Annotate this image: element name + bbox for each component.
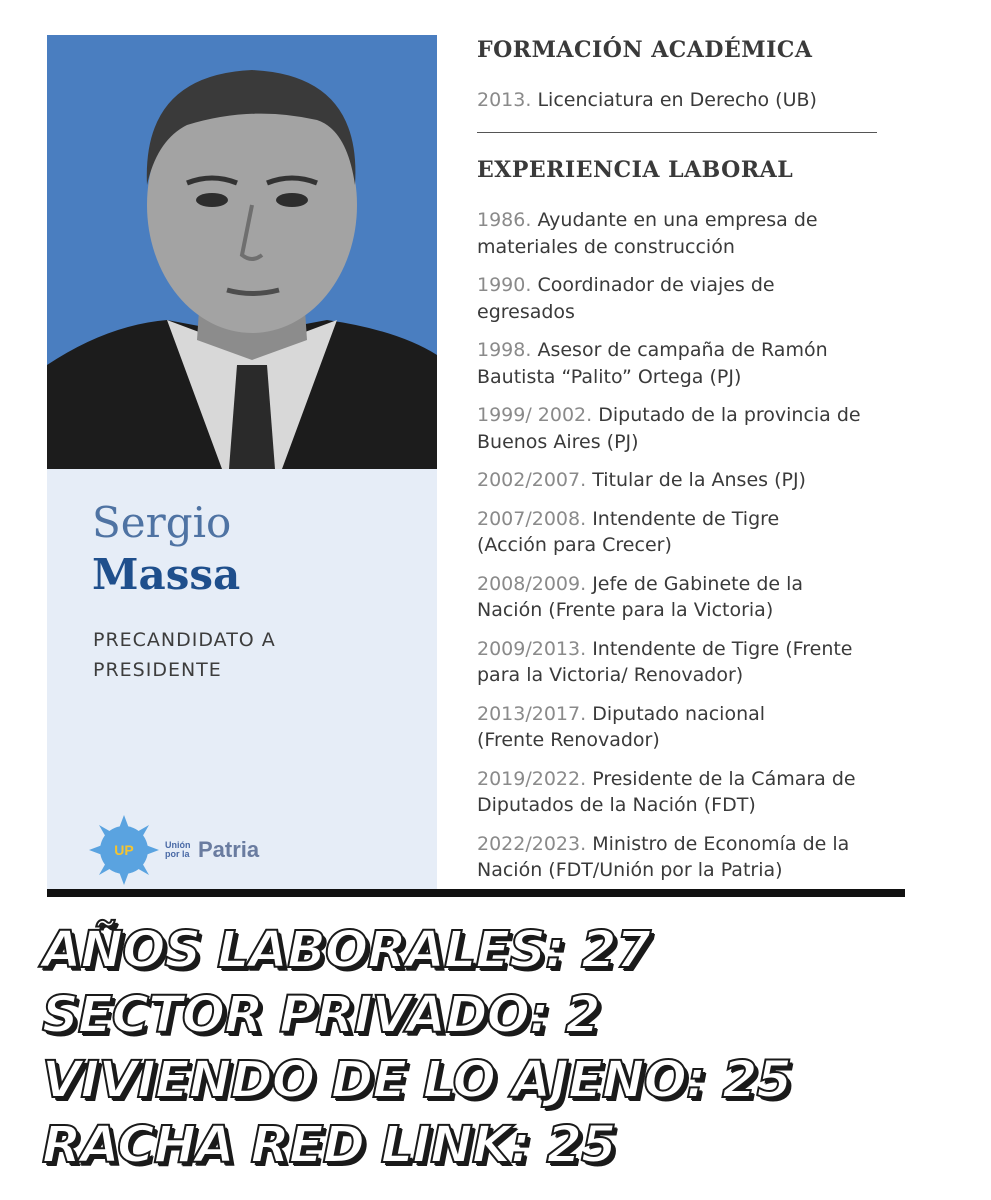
experience-item xyxy=(477,337,872,390)
stat-line: RACHA RED LINK: 25 xyxy=(42,1116,616,1175)
entry-text: Asesor de campaña de Ramón Bautista “Palito” Ortega (PJ) xyxy=(477,339,828,388)
experience-item xyxy=(477,636,867,689)
experience-item xyxy=(477,207,827,260)
education-entry xyxy=(477,87,817,113)
entry-text: Intendente de Tigre (Acción para Crecer) xyxy=(477,507,780,556)
entry-year: 2013. xyxy=(477,89,532,111)
experience-item xyxy=(477,701,837,754)
left-panel xyxy=(47,35,437,892)
entry-text: Ministro de Economía de la Nación (FDT/Unión por la Patria) xyxy=(477,832,850,881)
portrait-photo xyxy=(47,35,437,469)
education-title: FORMACIÓN ACADÉMICA xyxy=(477,37,813,63)
sun-emblem-icon xyxy=(87,813,161,887)
entry-year: 2002/2007. xyxy=(477,469,587,491)
experience-item xyxy=(477,831,877,884)
entry-text: Intendente de Tigre (Frente para la Victoria/ Renovador) xyxy=(477,637,853,686)
experience-list xyxy=(477,207,897,892)
entry-year: 2022/2023. xyxy=(477,832,587,855)
candidate-role: PRECANDIDATO A PRESIDENTE xyxy=(93,629,276,681)
entry-year: 2007/2008. xyxy=(477,507,587,530)
stat-line: SECTOR PRIVADO: 2 xyxy=(42,986,600,1045)
entry-year: 1999/ 2002. xyxy=(477,404,593,426)
entry-text: Licenciatura en Derecho (UB) xyxy=(537,89,817,111)
entry-text: Titular de la Anses (PJ) xyxy=(592,469,806,491)
experience-item xyxy=(477,766,872,819)
experience-item xyxy=(477,402,877,455)
entry-year: 2008/2009. xyxy=(477,572,587,595)
stat-line: VIVIENDO DE LO AJENO: 25 xyxy=(42,1051,792,1110)
entry-text: Diputado de la provincia de Buenos Aires (PJ) xyxy=(477,404,861,453)
entry-year: 2019/2022. xyxy=(477,767,587,790)
experience-title: EXPERIENCIA LABORAL xyxy=(477,157,794,183)
entry-year: 1998. xyxy=(477,339,532,361)
party-logo xyxy=(87,813,259,887)
profile-card xyxy=(47,35,905,892)
entry-text: Jefe de Gabinete de la Nación (Frente para la Victoria) xyxy=(477,572,804,621)
experience-item xyxy=(477,272,797,325)
entry-year: 2013/2017. xyxy=(477,702,587,725)
entry-text: Presidente de la Cámara de Diputados de la Nación (FDT) xyxy=(477,767,856,816)
first-name: Sergio xyxy=(92,498,232,547)
section-divider xyxy=(477,132,877,133)
stat-line: AÑOS LABORALES: 27 xyxy=(42,921,651,980)
logo-emblem-text: UP xyxy=(114,842,134,858)
entry-text: Ayudante en una empresa de materiales de construcción xyxy=(477,209,818,258)
entry-year: 1990. xyxy=(477,274,532,296)
logo-big-text: Patria xyxy=(198,837,260,862)
entry-year: 1986. xyxy=(477,209,532,231)
divider-bar xyxy=(47,889,905,897)
entry-year: 2009/2013. xyxy=(477,637,587,660)
entry-text: Diputado nacional (Frente Renovador) xyxy=(477,702,766,751)
logo-small-text: Unión por la xyxy=(165,840,191,859)
experience-item xyxy=(477,467,877,494)
stats-overlay xyxy=(42,918,982,1178)
experience-item xyxy=(477,506,827,559)
last-name: Massa xyxy=(92,550,241,599)
experience-item xyxy=(477,571,847,624)
candidate-name xyxy=(92,497,240,601)
entry-text: Coordinador de viajes de egresados xyxy=(477,274,775,323)
